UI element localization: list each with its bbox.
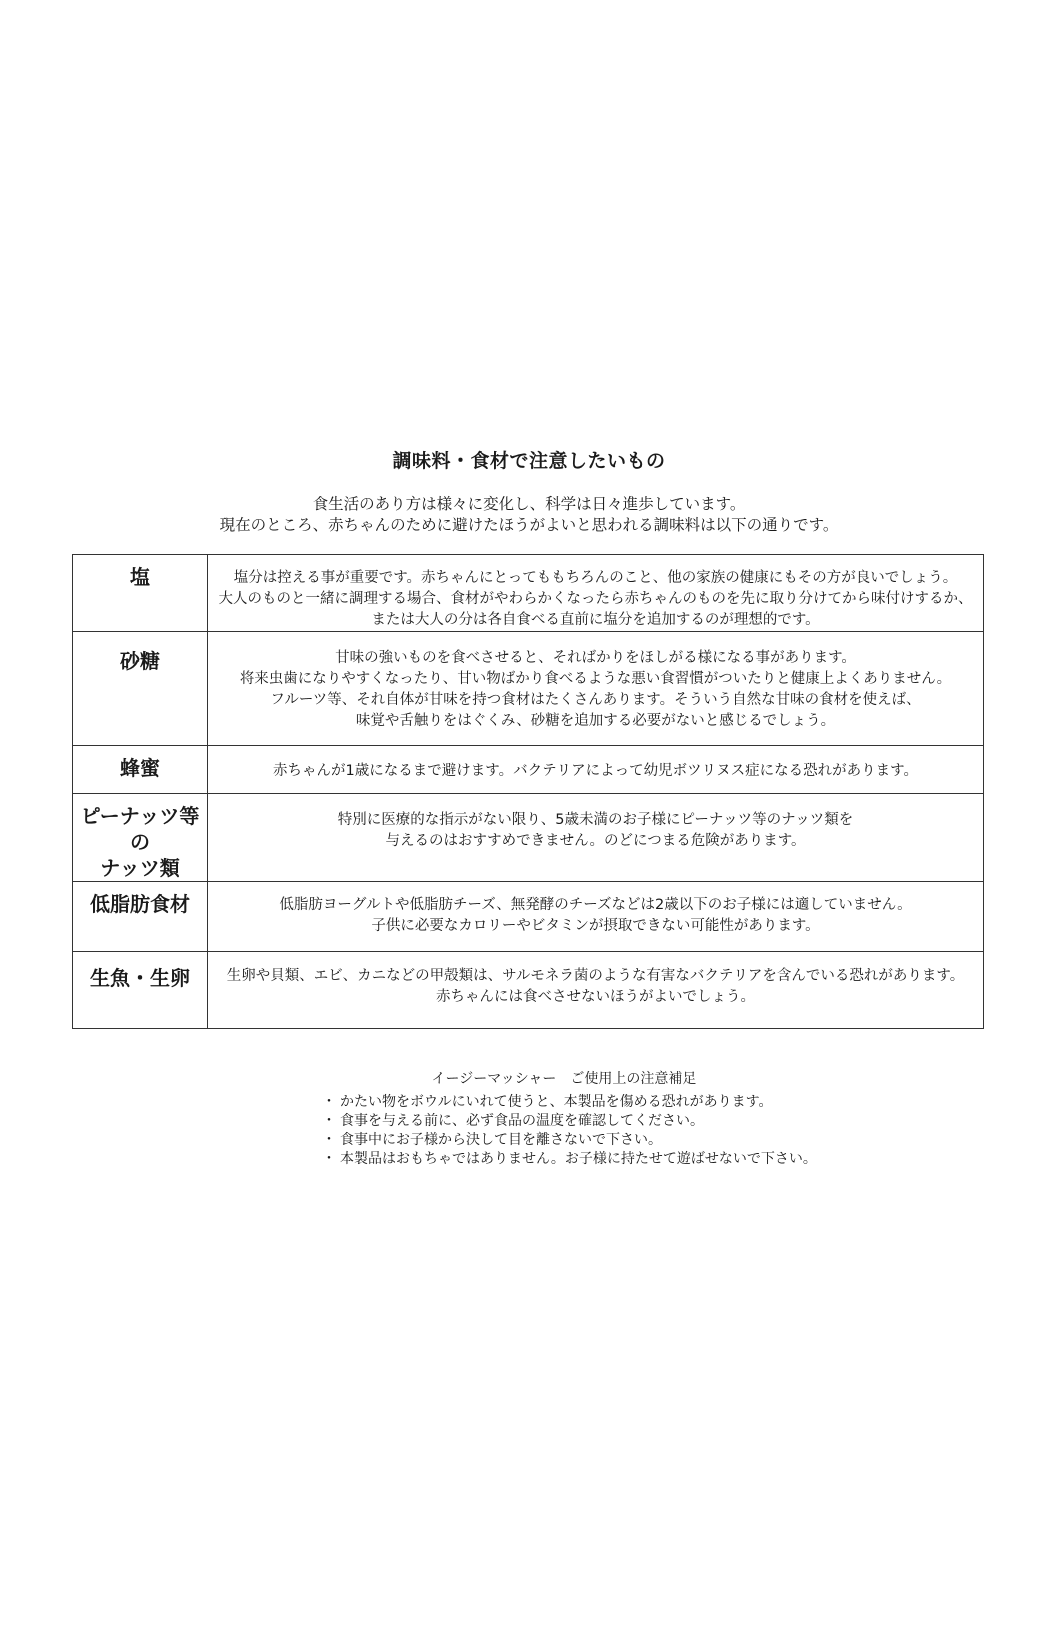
item-name: 生魚・生卵 bbox=[90, 966, 190, 990]
list-item bbox=[322, 1093, 817, 1112]
desc-line: 塩分は控える事が重要です。赤ちゃんにとってももちろんのこと、他の家族の健康にもその方が良いでしょう。 bbox=[233, 570, 958, 586]
note-text: 食事中にお子様から決して目を離さないで下さい。 bbox=[340, 1132, 662, 1148]
item-desc-cell bbox=[208, 952, 984, 1029]
desc-line: 特別に医療的な指示がない限り、5歳未満のお子様にピーナッツ等のナッツ類を bbox=[337, 812, 854, 828]
page-title: 調味料・食材で注意したいもの bbox=[392, 450, 666, 472]
desc-line: 大人のものと一緒に調理する場合、食材がやわらかくなったら赤ちゃんのものを先に取り分けてから味付けするか、 bbox=[218, 591, 973, 607]
item-name-cell bbox=[73, 746, 208, 794]
desc-line: 甘味の強いものを食べさせると、そればかりをほしがる様になる事があります。 bbox=[335, 650, 856, 666]
list-item bbox=[322, 1150, 817, 1169]
item-desc-cell bbox=[208, 794, 984, 882]
table-row-sugar bbox=[73, 632, 984, 746]
item-desc-cell bbox=[208, 746, 984, 794]
bullet: ・ bbox=[322, 1094, 336, 1110]
desc-line: フルーツ等、それ自体が甘味を持つ食材はたくさんあります。そういう自然な甘味の食材を使えば、 bbox=[270, 692, 921, 708]
item-name: 低脂肪食材 bbox=[90, 892, 190, 916]
bullet: ・ bbox=[322, 1113, 336, 1129]
intro-line: 現在のところ、赤ちゃんのために避けたほうがよいと思われる調味料は以下の通りです。 bbox=[219, 516, 839, 534]
item-desc-cell bbox=[208, 882, 984, 952]
intro-line: 食生活のあり方は様々に変化し、科学は日々進歩しています。 bbox=[312, 495, 746, 513]
item-name-cell bbox=[73, 555, 208, 632]
item-name-cell bbox=[73, 632, 208, 746]
supplement-section bbox=[0, 1069, 1058, 1167]
list-item bbox=[322, 1112, 817, 1131]
desc-line: 味覚や舌触りをはぐくみ、砂糖を追加する必要がないと感じるでしょう。 bbox=[355, 713, 836, 729]
note-text: かたい物をボウルにいれて使うと、本製品を傷める恐れがあります。 bbox=[340, 1094, 773, 1110]
desc-line: 生卵や貝類、エビ、カニなどの甲殻類は、サルモネラ菌のような有害なバクテリアを含んでいる恐れがあります。 bbox=[226, 968, 965, 984]
item-name-cell bbox=[73, 952, 208, 1029]
bullet: ・ bbox=[322, 1151, 336, 1167]
bullet: ・ bbox=[322, 1132, 336, 1148]
table-row-salt bbox=[73, 555, 984, 632]
item-desc-cell bbox=[208, 632, 984, 746]
table-row-raw-fish-egg bbox=[73, 952, 984, 1029]
desc-line: 赤ちゃんには食べさせないほうがよいでしょう。 bbox=[436, 989, 755, 1005]
supplement-list bbox=[322, 1093, 817, 1169]
desc-line: 赤ちゃんが1歳になるまで避けます。バクテリアによって幼児ボツリヌス症になる恐れがあります。 bbox=[273, 763, 918, 779]
table-row-nuts bbox=[73, 794, 984, 882]
desc-line: 子供に必要なカロリーやビタミンが摂取できない可能性があります。 bbox=[371, 918, 820, 934]
intro-text bbox=[0, 494, 1058, 536]
item-name: 蜂蜜 bbox=[120, 756, 160, 780]
list-item bbox=[322, 1131, 817, 1150]
item-name-cell bbox=[73, 882, 208, 952]
item-name-cell bbox=[73, 794, 208, 882]
item-name: 塩 bbox=[130, 565, 150, 589]
note-text: 食事を与える前に、必ず食品の温度を確認してください。 bbox=[340, 1113, 704, 1129]
item-name: 砂糖 bbox=[120, 649, 160, 673]
desc-line: または大人の分は各自食べる直前に塩分を追加するのが理想的です。 bbox=[371, 612, 820, 628]
note-text: 本製品はおもちゃではありません。お子様に持たせて遊ばせないで下さい。 bbox=[340, 1151, 817, 1167]
item-name: ナッツ類 bbox=[100, 856, 180, 880]
table-row-honey bbox=[73, 746, 984, 794]
desc-line: 低脂肪ヨーグルトや低脂肪チーズ、無発酵のチーズなどは2歳以下のお子様には適していません。 bbox=[279, 897, 912, 913]
caution-table bbox=[72, 554, 984, 1029]
item-name: ピーナッツ等の bbox=[80, 804, 200, 854]
table-row-low-fat bbox=[73, 882, 984, 952]
desc-line: 将来虫歯になりやすくなったり、甘い物ばかり食べるような悪い食習慣がついたりと健康上よくありません。 bbox=[239, 671, 952, 687]
desc-line: 与えるのはおすすめできません。のどにつまる危険があります。 bbox=[385, 833, 806, 849]
item-desc-cell bbox=[208, 555, 984, 632]
supplement-title: イージーマッシャー ご使用上の注意補足 bbox=[431, 1071, 697, 1087]
